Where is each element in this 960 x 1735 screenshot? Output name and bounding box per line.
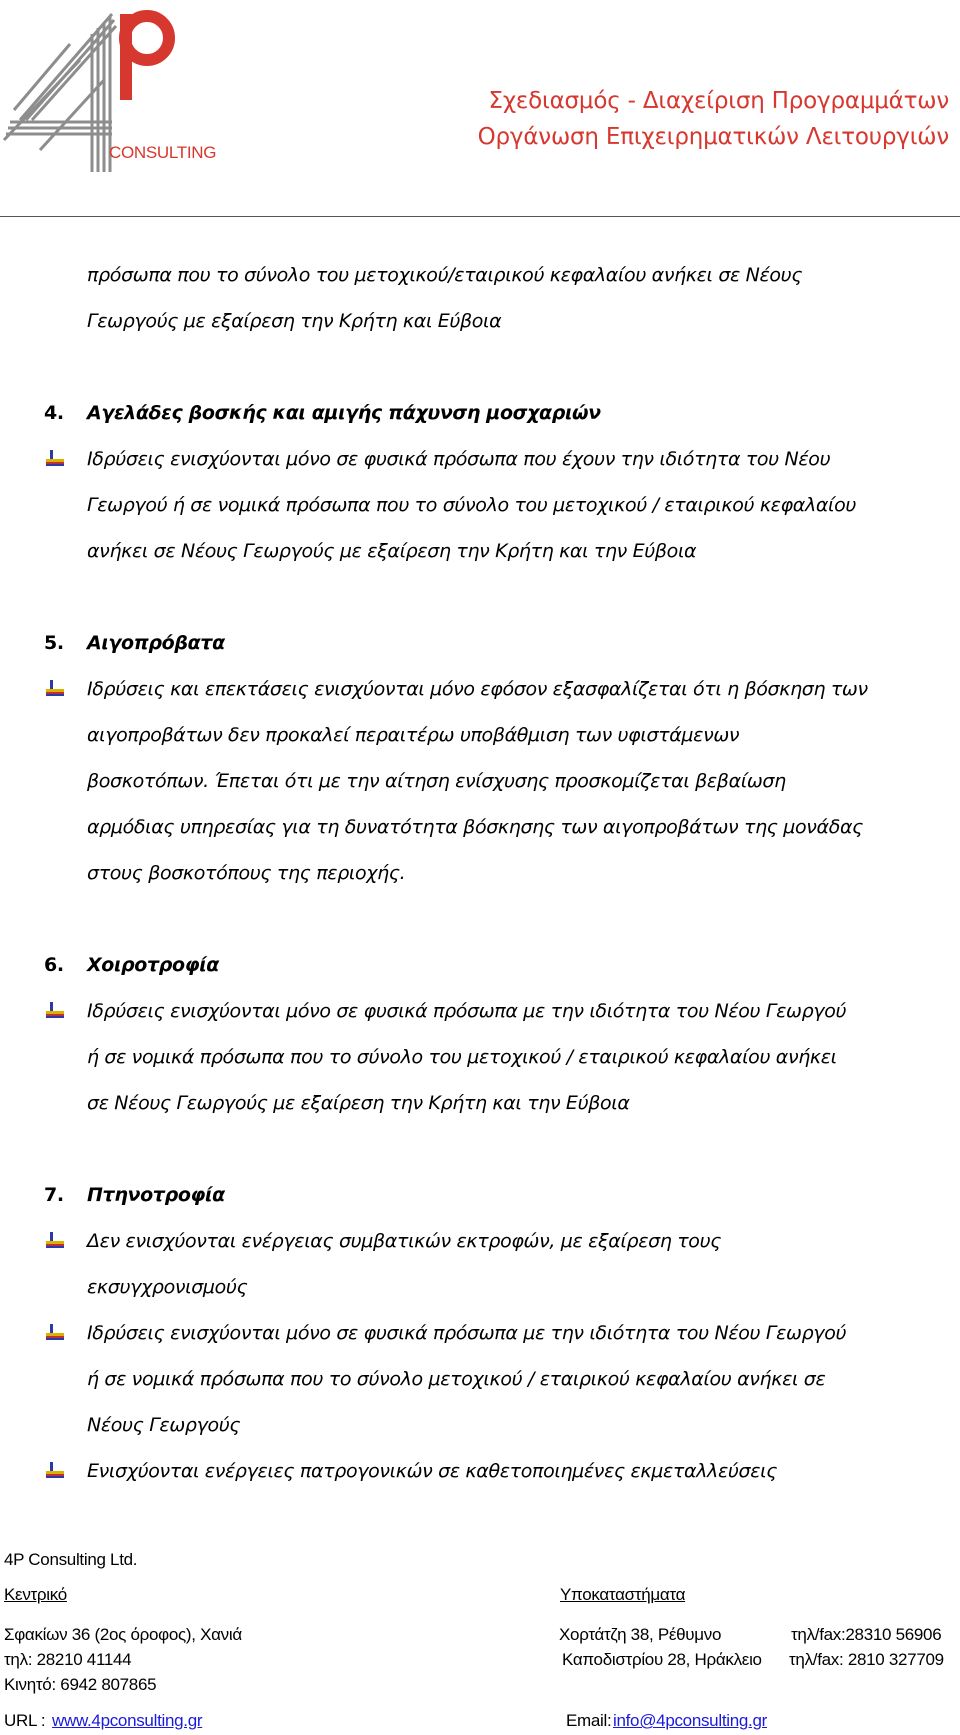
section-heading [0, 1172, 960, 1218]
bullet-line: Δεν ενισχύονται ενέργειας συμβατικών εκτροφών, με εξαίρεση τους [87, 1230, 722, 1252]
bullet-line: ανήκει σε Νέους Γεωργούς με εξαίρεση την Κρήτη και την Εύβοια [87, 540, 697, 562]
intro-paragraph [0, 252, 960, 344]
section-title: Χοιροτροφία [87, 954, 220, 976]
bullet-line: σε Νέους Γεωργούς με εξαίρεση την Κρήτη και την Εύβοια [87, 1092, 630, 1114]
section-5 [0, 620, 960, 896]
bullet-line: Ενισχύονται ενέργειες πατρογονικών σε καθετοποιημένες εκμεταλλεύσεις [87, 1460, 778, 1482]
company-logo [0, 0, 230, 180]
section-number: 7. [44, 1184, 64, 1206]
bullet-arrow-icon [46, 1002, 64, 1019]
footer-email-label: Email: [566, 1711, 612, 1730]
intro-line: πρόσωπα που το σύνολο του μετοχικού/εταιρικού κεφαλαίου ανήκει σε Νέους [87, 264, 803, 286]
section-number: 4. [44, 402, 64, 424]
section-heading [0, 620, 960, 666]
bullet-line: Νέους Γεωργούς [87, 1414, 241, 1436]
bullet-arrow-icon [46, 1324, 64, 1341]
bullet-line: βοσκοτόπων. Έπεται ότι με την αίτηση ενίσχυσης προσκομίζεται βεβαίωση [87, 770, 786, 792]
section-number: 5. [44, 632, 64, 654]
footer-company: 4P Consulting Ltd. [4, 1550, 138, 1569]
section-title: Αγελάδες βοσκής και αμιγής πάχυνση μοσχαριών [87, 402, 601, 424]
footer-hq-phone: τηλ: 28210 41144 [4, 1650, 132, 1669]
bullet-line: ή σε νομικά πρόσωπα που το σύνολο μετοχικού / εταιρικού κεφαλαίου ανήκει σε [87, 1368, 826, 1390]
bullet-line: Ιδρύσεις ενισχύονται μόνο σε φυσικά πρόσωπα που έχουν την ιδιότητα του Νέου [87, 448, 831, 470]
bullet-line: στους βοσκοτόπους της περιοχής. [87, 862, 406, 884]
page-header [0, 0, 960, 218]
footer-branch1-phone: τηλ/fax:28310 56906 [791, 1625, 942, 1644]
footer-hq-mobile: Κινητό: 6942 807865 [4, 1675, 157, 1694]
section-heading [0, 390, 960, 436]
footer-branch1-address: Χορτάτζη 38, Ρέθυμνο [559, 1625, 722, 1644]
bullet-line: Ιδρύσεις ενισχύονται μόνο σε φυσικά πρόσωπα με την ιδιότητα του Νέου Γεωργού [87, 1000, 847, 1022]
footer-branch2-phone: τηλ/fax: 2810 327709 [789, 1650, 944, 1669]
bullet-item [0, 436, 960, 574]
section-title: Πτηνοτροφία [87, 1184, 225, 1206]
bullet-line: αρμόδιας υπηρεσίας για τη δυνατότητα βόσκησης των αιγοπροβάτων της μονάδας [87, 816, 863, 838]
logo-wordmark: CONSULTING [109, 143, 217, 162]
section-7 [0, 1172, 960, 1494]
section-4 [0, 390, 960, 574]
footer-hq-address: Σφακίων 36 (2ος όροφος), Χανιά [4, 1625, 242, 1644]
bullet-arrow-icon [46, 680, 64, 697]
page-footer [0, 1548, 960, 1735]
header-divider [0, 216, 960, 217]
footer-email-link[interactable]: info@4pconsulting.gr [613, 1711, 767, 1730]
bullet-item [0, 1218, 960, 1310]
bullet-line: Ιδρύσεις ενισχύονται μόνο σε φυσικά πρόσωπα με την ιδιότητα του Νέου Γεωργού [87, 1322, 847, 1344]
bullet-line: αιγοπροβάτων δεν προκαλεί περαιτέρω υποβάθμιση των υφιστάμενων [87, 724, 740, 746]
footer-branch2-address: Καποδιστρίου 28, Ηράκλειο [562, 1650, 762, 1669]
section-heading [0, 942, 960, 988]
bullet-item [0, 988, 960, 1126]
bullet-arrow-icon [46, 1232, 64, 1249]
bullet-item [0, 666, 960, 896]
section-6 [0, 942, 960, 1126]
section-number: 6. [44, 954, 64, 976]
bullet-line: Γεωργού ή σε νομικά πρόσωπα που το σύνολο του μετοχικού / εταιρικού κεφαλαίου [87, 494, 857, 516]
bullet-line: Ιδρύσεις και επεκτάσεις ενισχύονται μόνο εφόσον εξασφαλίζεται ότι η βόσκηση των [87, 678, 868, 700]
bullet-item [0, 1310, 960, 1448]
bullet-arrow-icon [46, 1462, 64, 1479]
header-tagline-line-2: Οργάνωση Επιχειρηματικών Λειτουργιών [477, 124, 949, 150]
footer-branches-label: Υποκαταστήματα [560, 1585, 686, 1604]
bullet-line: εκσυγχρονισμούς [87, 1276, 248, 1298]
footer-url-label: URL : [4, 1711, 46, 1730]
bullet-item [0, 1448, 960, 1494]
footer-url-link[interactable]: www.4pconsulting.gr [52, 1711, 203, 1730]
document-body [0, 252, 960, 1494]
bullet-line: ή σε νομικά πρόσωπα που το σύνολο του μετοχικού / εταιρικού κεφαλαίου ανήκει [87, 1046, 837, 1068]
section-title: Αιγοπρόβατα [87, 632, 225, 654]
bullet-arrow-icon [46, 450, 64, 467]
intro-line: Γεωργούς με εξαίρεση την Κρήτη και Εύβοια [87, 310, 502, 332]
footer-hq-label: Κεντρικό [4, 1585, 67, 1604]
header-tagline-line-1: Σχεδιασμός - Διαχείριση Προγραμμάτων [488, 88, 949, 114]
